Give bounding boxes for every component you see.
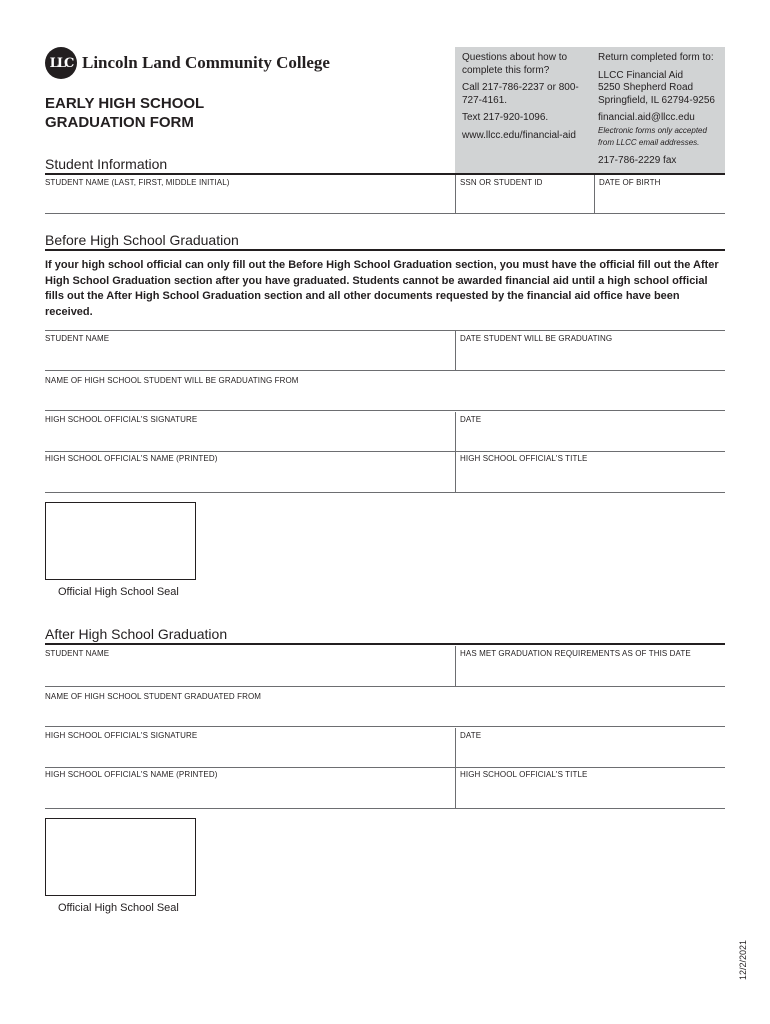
return-street: 5250 Shepherd Road [598,82,694,93]
after-school-name-field[interactable] [45,689,725,727]
before-graduating-date-field[interactable] [455,330,725,371]
before-graduation-heading: Before High School Graduation [45,232,239,248]
college-logo [45,47,330,79]
student-id-label: SSN OR STUDENT ID [460,178,543,187]
after-student-name-label: STUDENT NAME [45,649,110,658]
college-name: Lincoln Land Community College [82,53,330,72]
after-date-field[interactable] [455,728,725,768]
after-official-name-label: HIGH SCHOOL OFFICIAL'S NAME (PRINTED) [45,770,218,779]
after-seal-label: Official High School Seal [58,902,179,914]
before-student-name-field[interactable] [45,330,455,371]
before-graduation-instructions: If your high school official can only fill out the Before High School Graduation section, you must have the official fill out the After High School Graduation section after you have graduated. Students cannot be awarded financial aid until a high school official fills out the After High School Graduation section and all other documents requested by the financial aid office have been received. [45,259,719,318]
after-seal-box [45,818,196,896]
after-school-name-label: NAME OF HIGH SCHOOL STUDENT GRADUATED FROM [45,692,262,701]
after-official-signature-label: HIGH SCHOOL OFFICIAL'S SIGNATURE [45,731,198,740]
before-seal-label: Official High School Seal [58,586,179,598]
before-student-name-label: STUDENT NAME [45,334,110,343]
before-official-signature-label: HIGH SCHOOL OFFICIAL'S SIGNATURE [45,415,198,424]
after-student-name-field[interactable] [45,646,455,687]
date-of-birth-label: DATE OF BIRTH [599,178,661,187]
after-official-title-label: HIGH SCHOOL OFFICIAL'S TITLE [460,770,588,779]
before-school-name-field[interactable] [45,373,725,411]
before-graduating-date-label: DATE STUDENT WILL BE GRADUATING [460,334,613,343]
after-requirements-date-label: HAS MET GRADUATION REQUIREMENTS AS OF THIS DATE [460,649,691,658]
after-requirements-date-field[interactable] [455,646,725,687]
before-official-name-label: HIGH SCHOOL OFFICIAL'S NAME (PRINTED) [45,454,218,463]
before-official-title-field[interactable] [455,451,725,493]
student-name-field[interactable] [45,175,455,214]
questions-web[interactable]: www.llcc.edu/financial-aid [462,129,576,141]
after-date-label: DATE [460,731,482,740]
questions-column [462,52,590,142]
return-column [598,52,723,167]
return-office: LLCC Financial Aid [598,69,684,81]
return-heading: Return completed form to: [598,52,714,63]
college-logo-mark [45,47,77,79]
after-graduation-heading: After High School Graduation [45,626,228,642]
after-official-name-field[interactable] [45,767,455,809]
logo-mark-letters: LLC [49,55,73,71]
student-info-heading: Student Information [45,156,168,172]
before-date-field[interactable] [455,412,725,452]
form-title: EARLY HIGH SCHOOL GRADUATION FORM [45,95,205,131]
student-id-field[interactable] [455,175,594,214]
after-graduation-rule [45,643,725,645]
before-date-label: DATE [460,415,482,424]
questions-heading: Questions about how to complete this form? [462,52,568,76]
before-official-signature-field[interactable] [45,412,455,452]
before-graduation-rule [45,249,725,251]
questions-call: Call 217-786-2237 or 800-727-4161. [462,82,579,106]
before-official-title-label: HIGH SCHOOL OFFICIAL'S TITLE [460,454,588,463]
before-official-name-field[interactable] [45,451,455,493]
student-name-label: STUDENT NAME (LAST, FIRST, MIDDLE INITIAL) [45,178,230,187]
date-of-birth-field[interactable] [594,175,725,214]
after-official-title-field[interactable] [455,767,725,809]
return-email-note: Electronic forms only accepted from LLCC email addresses. [598,125,707,147]
before-school-name-label: NAME OF HIGH SCHOOL STUDENT WILL BE GRADUATING FROM [45,376,299,385]
revision-date: 12/2/2021 [738,939,748,981]
return-fax: 217-786-2229 fax [598,154,677,166]
return-city: Springfield, IL 62794-9256 [598,94,715,106]
before-seal-box [45,502,196,580]
return-email[interactable]: financial.aid@llcc.edu [598,112,695,123]
questions-text: Text 217-920-1096. [462,112,549,123]
after-official-signature-field[interactable] [45,728,455,768]
